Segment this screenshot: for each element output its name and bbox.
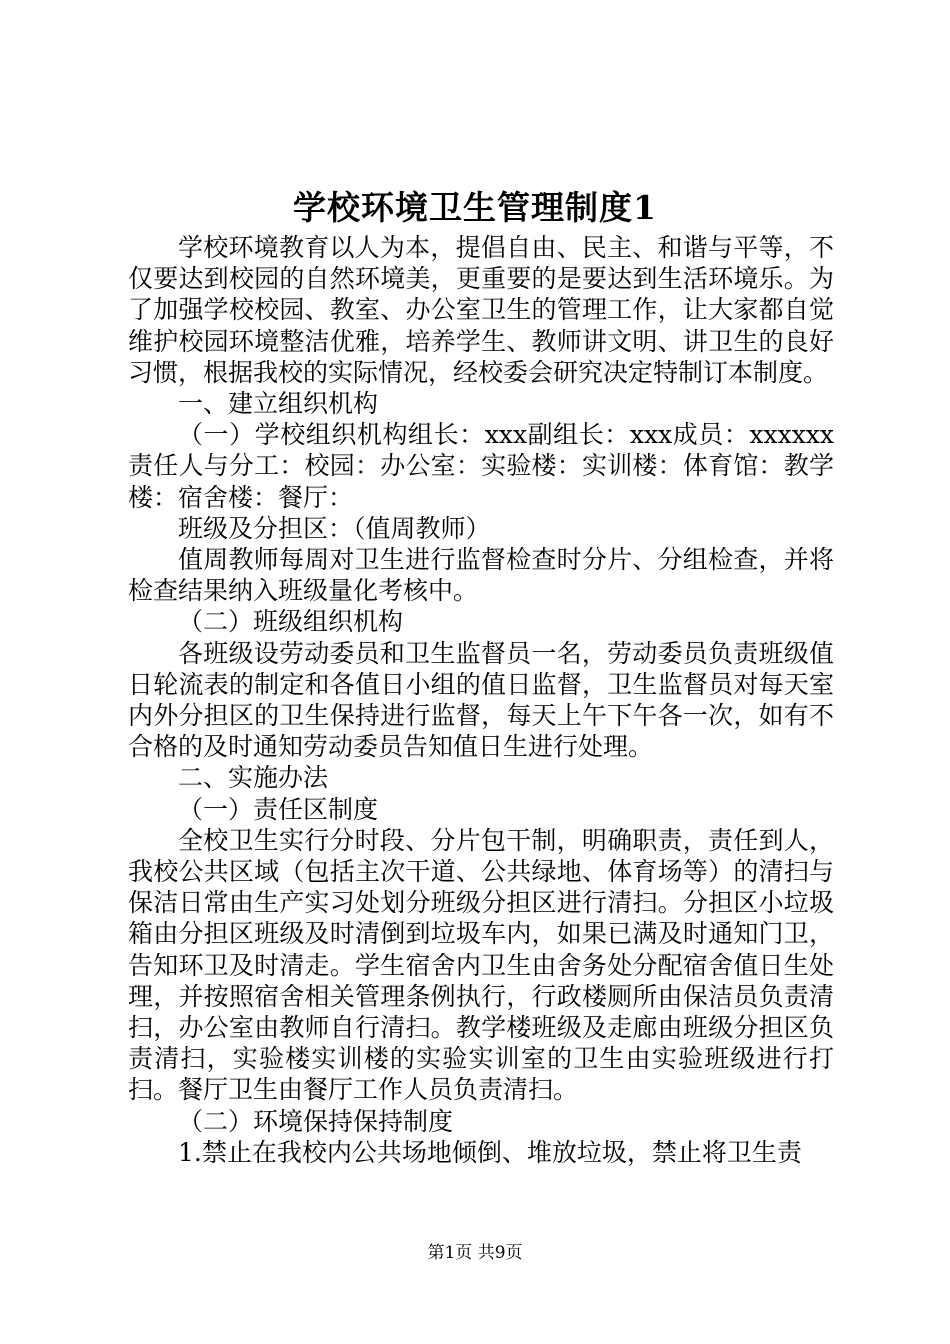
page-number-footer: 第1页 共9页 xyxy=(427,1243,523,1263)
subsection-heading: （二）班级组织机构 xyxy=(178,607,404,637)
paragraph: 全校卫生实行分时段、分片包干制，明确职责，责任到人，我校公共区域（包括主次干道、公共绿地、体育场等）的清扫与保洁日常由生产实习处划分班级分担区进行清扫。分担区小垃圾箱由分担区班级及时清倒到垃圾车内，如果已满及时通知门卫，告知环卫及时清走。学生宿舍内卫生由舍务处分配宿舍值日生处理，并按照宿舍相关管理条例执行，行政楼厕所由保洁员负责清扫，办公室由教师自行清扫。教学楼班级及走廊由班级分担区负责清扫，实验楼实训楼的实验实训室的卫生由实验班级进行打扫。餐厅卫生由餐厅工作人员负责清扫。 xyxy=(128,825,834,1105)
paragraph: 各班级设劳动委员和卫生监督员一名，劳动委员负责班级值日轮流表的制定和各值日小组的值日监督，卫生监督员对每天室内外分担区的卫生保持进行监督，每天上午下午各一次，如有不合格的及时通知劳动委员告知值日生进行处理。 xyxy=(128,638,834,762)
document-body xyxy=(128,232,834,1168)
paragraph: 值周教师每周对卫生进行监督检查时分片、分组检查，并将检查结果纳入班级量化考核中。 xyxy=(128,545,834,606)
section-heading: 二、实施办法 xyxy=(178,763,329,793)
paragraph: 班级及分担区：（值周教师） xyxy=(178,513,491,543)
paragraph: （一）学校组织机构组长：xxx副组长：xxx成员：xxxxxx责任人与分工：校园：办公室：实验楼：实训楼：体育馆：教学楼：宿舍楼：餐厅： xyxy=(128,420,834,512)
document-title: 学校环境卫生管理制度1 xyxy=(293,188,657,227)
subsection-heading: （一）责任区制度 xyxy=(178,794,379,824)
paragraph: 学校环境教育以人为本，提倡自由、民主、和谐与平等，不仅要达到校园的自然环境美，更重要的是要达到生活环境乐。为了加强学校校园、教室、办公室卫生的管理工作，让大家都自觉维护校园环境整洁优雅，培养学生、教师讲文明、讲卫生的良好习惯，根据我校的实际情况，经校委会研究决定特制订本制度。 xyxy=(128,233,834,387)
subsection-heading: （二）环境保持保持制度 xyxy=(178,1106,454,1136)
paragraph: 1.禁止在我校内公共场地倾倒、堆放垃圾，禁止将卫生责 xyxy=(178,1137,802,1167)
section-heading: 一、建立组织机构 xyxy=(178,389,379,419)
